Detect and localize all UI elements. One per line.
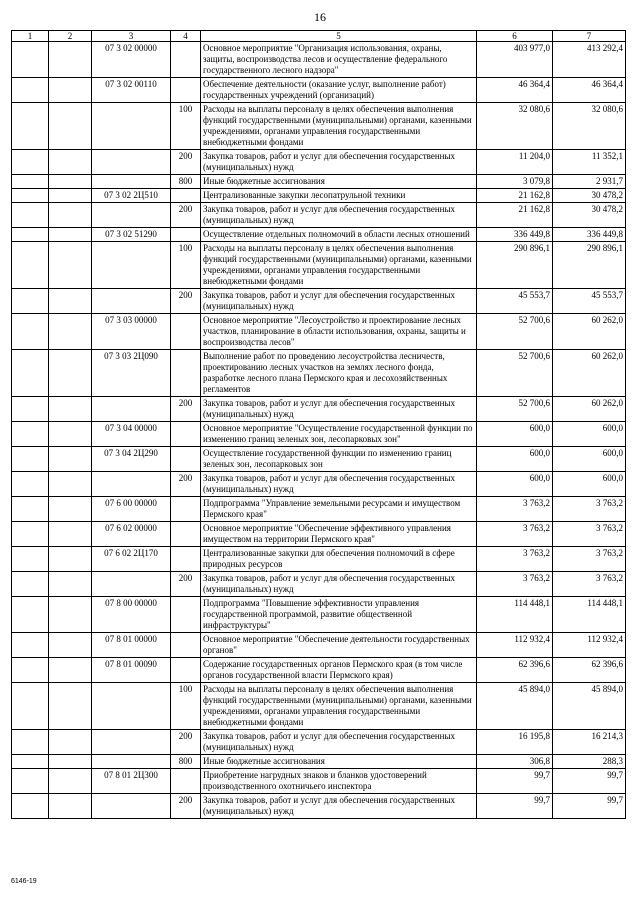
amount-year2-cell: 600,0 [553,447,626,472]
expense-type-cell [171,314,201,350]
cell-col1 [12,228,49,242]
amount-year2-cell: 336 449,8 [553,228,626,242]
table-row [12,730,626,755]
description-cell: Закупка товаров, работ и услуг для обеспечения государственных (муниципальных) нужд [201,572,477,597]
expense-type-cell [171,769,201,794]
cell-col2 [49,175,92,189]
expense-type-cell: 100 [171,103,201,150]
target-code-cell: 07 3 04 2Ц290 [92,447,171,472]
description-cell: Осуществление государственной функции по изменению границ зеленых зон, лесопарковых зон [201,447,477,472]
cell-col2 [49,242,92,289]
cell-col1 [12,42,49,78]
cell-col1 [12,794,49,819]
description-cell: Расходы на выплаты персоналу в целях обеспечения выполнения функций государственными (муниципальными) органами, казенными учреждениями, органами управления государственными внебюджетными фондами [201,683,477,730]
amount-year1-cell: 52 700,6 [477,397,553,422]
target-code-cell: 07 6 02 2Ц170 [92,547,171,572]
amount-year1-cell: 99,7 [477,794,553,819]
description-cell: Закупка товаров, работ и услуг для обеспечения государственных (муниципальных) нужд [201,203,477,228]
expense-type-cell [171,447,201,472]
expense-type-cell: 200 [171,730,201,755]
amount-year2-cell: 32 080,6 [553,103,626,150]
expense-type-cell [171,42,201,78]
amount-year2-cell: 45 894,0 [553,683,626,730]
amount-year2-cell: 3 763,2 [553,497,626,522]
target-code-cell [92,683,171,730]
expense-type-cell: 800 [171,755,201,769]
description-cell: Выполнение работ по проведению лесоустройства лесничеств, проектированию лесных участков на землях лесного фонда, разработке лесного плана Пермского края и лесохозяйственных регламентов [201,350,477,397]
budget-table [11,30,626,819]
expense-type-cell: 200 [171,397,201,422]
description-cell: Централизованные закупки лесопатрульной техники [201,189,477,203]
cell-col1 [12,633,49,658]
table-row [12,755,626,769]
cell-col1 [12,658,49,683]
cell-col1 [12,103,49,150]
amount-year1-cell: 114 448,1 [477,597,553,633]
cell-col2 [49,597,92,633]
expense-type-cell [171,228,201,242]
amount-year2-cell: 2 931,7 [553,175,626,189]
table-row [12,103,626,150]
amount-year1-cell: 52 700,6 [477,314,553,350]
cell-col1 [12,769,49,794]
amount-year1-cell: 336 449,8 [477,228,553,242]
amount-year1-cell: 3 763,2 [477,497,553,522]
amount-year2-cell: 3 763,2 [553,572,626,597]
cell-col2 [49,314,92,350]
amount-year2-cell: 99,7 [553,794,626,819]
cell-col1 [12,730,49,755]
cell-col1 [12,597,49,633]
target-code-cell [92,242,171,289]
table-row [12,203,626,228]
target-code-cell [92,175,171,189]
expense-type-cell [171,497,201,522]
table-row [12,447,626,472]
amount-year2-cell: 99,7 [553,769,626,794]
description-cell: Закупка товаров, работ и услуг для обеспечения государственных (муниципальных) нужд [201,289,477,314]
description-cell: Закупка товаров, работ и услуг для обеспечения государственных (муниципальных) нужд [201,150,477,175]
column-header: 2 [49,31,92,42]
column-header: 6 [477,31,553,42]
description-cell: Подпрограмма "Повышение эффективности управления государственной программой, развитие общественной инфраструктуры" [201,597,477,633]
cell-col2 [49,103,92,150]
expense-type-cell [171,189,201,203]
cell-col2 [49,522,92,547]
amount-year1-cell: 3 763,2 [477,547,553,572]
amount-year1-cell: 21 162,8 [477,203,553,228]
cell-col2 [49,189,92,203]
amount-year1-cell: 52 700,6 [477,350,553,397]
amount-year1-cell: 3 079,8 [477,175,553,189]
amount-year1-cell: 112 932,4 [477,633,553,658]
cell-col1 [12,497,49,522]
amount-year1-cell: 45 553,7 [477,289,553,314]
expense-type-cell [171,422,201,447]
table-row [12,633,626,658]
table-row [12,522,626,547]
cell-col1 [12,397,49,422]
expense-type-cell: 200 [171,472,201,497]
table-row [12,228,626,242]
column-header: 7 [553,31,626,42]
amount-year2-cell: 60 262,0 [553,397,626,422]
cell-col2 [49,755,92,769]
cell-col1 [12,242,49,289]
description-cell: Содержание государственных органов Пермского края (в том числе органов государственной власти Пермского края) [201,658,477,683]
description-cell: Закупка товаров, работ и услуг для обеспечения государственных (муниципальных) нужд [201,472,477,497]
table-row [12,350,626,397]
amount-year2-cell: 30 478,2 [553,203,626,228]
cell-col2 [49,472,92,497]
target-code-cell [92,150,171,175]
amount-year1-cell: 600,0 [477,447,553,472]
amount-year2-cell: 413 292,4 [553,42,626,78]
target-code-cell: 07 3 02 2Ц510 [92,189,171,203]
cell-col2 [49,150,92,175]
cell-col2 [49,794,92,819]
cell-col1 [12,203,49,228]
cell-col1 [12,572,49,597]
expense-type-cell: 200 [171,572,201,597]
table-row [12,150,626,175]
cell-col2 [49,769,92,794]
amount-year1-cell: 11 204,0 [477,150,553,175]
amount-year1-cell: 45 894,0 [477,683,553,730]
table-row [12,289,626,314]
expense-type-cell: 200 [171,794,201,819]
expense-type-cell: 100 [171,683,201,730]
target-code-cell [92,472,171,497]
cell-col2 [49,78,92,103]
amount-year1-cell: 21 162,8 [477,189,553,203]
cell-col1 [12,350,49,397]
amount-year2-cell: 16 214,3 [553,730,626,755]
cell-col2 [49,422,92,447]
expense-type-cell [171,522,201,547]
cell-col2 [49,633,92,658]
amount-year2-cell: 114 448,1 [553,597,626,633]
target-code-cell: 07 3 02 00110 [92,78,171,103]
target-code-cell: 07 8 01 2Ц300 [92,769,171,794]
column-header-row [12,31,626,42]
description-cell: Закупка товаров, работ и услуг для обеспечения государственных (муниципальных) нужд [201,730,477,755]
amount-year2-cell: 600,0 [553,422,626,447]
cell-col1 [12,547,49,572]
amount-year1-cell: 306,8 [477,755,553,769]
amount-year1-cell: 46 364,4 [477,78,553,103]
cell-col2 [49,203,92,228]
expense-type-cell [171,658,201,683]
target-code-cell: 07 3 02 00000 [92,42,171,78]
amount-year2-cell: 46 364,4 [553,78,626,103]
amount-year2-cell: 3 763,2 [553,547,626,572]
description-cell: Закупка товаров, работ и услуг для обеспечения государственных (муниципальных) нужд [201,397,477,422]
table-row [12,472,626,497]
target-code-cell: 07 3 03 2Ц090 [92,350,171,397]
description-cell: Обеспечение деятельности (оказание услуг, выполнение работ) государственных учреждений (организаций) [201,78,477,103]
amount-year1-cell: 3 763,2 [477,522,553,547]
table-row [12,175,626,189]
column-header: 5 [201,31,477,42]
cell-col1 [12,175,49,189]
description-cell: Иные бюджетные ассигнования [201,755,477,769]
expense-type-cell: 200 [171,289,201,314]
description-cell: Основное мероприятие "Осуществление государственной функции по изменению границ зеленых зон, лесопарковых зон" [201,422,477,447]
target-code-cell [92,572,171,597]
amount-year1-cell: 62 396,6 [477,658,553,683]
target-code-cell [92,794,171,819]
target-code-cell: 07 3 04 00000 [92,422,171,447]
amount-year1-cell: 290 896,1 [477,242,553,289]
description-cell: Централизованные закупки для обеспечения полномочий в сфере природных ресурсов [201,547,477,572]
cell-col1 [12,755,49,769]
cell-col2 [49,683,92,730]
description-cell: Расходы на выплаты персоналу в целях обеспечения выполнения функций государственными (муниципальными) органами, казенными учреждениями, органами управления государственными внебюджетными фондами [201,103,477,150]
cell-col1 [12,150,49,175]
expense-type-cell [171,78,201,103]
table-row [12,658,626,683]
description-cell: Закупка товаров, работ и услуг для обеспечения государственных (муниципальных) нужд [201,794,477,819]
table-row [12,683,626,730]
amount-year2-cell: 45 553,7 [553,289,626,314]
description-cell: Осуществление отдельных полномочий в области лесных отношений [201,228,477,242]
target-code-cell: 07 3 02 51290 [92,228,171,242]
description-cell: Иные бюджетные ассигнования [201,175,477,189]
table-row [12,547,626,572]
cell-col1 [12,683,49,730]
column-header: 3 [92,31,171,42]
description-cell: Основное мероприятие "Организация использования, охраны, защиты, воспроизводства лесов и осуществление федерального государственного лесного надзора" [201,42,477,78]
cell-col2 [49,42,92,78]
amount-year2-cell: 30 478,2 [553,189,626,203]
cell-col2 [49,658,92,683]
amount-year2-cell: 60 262,0 [553,350,626,397]
description-cell: Основное мероприятие "Обеспечение деятельности государственных органов" [201,633,477,658]
table-row [12,314,626,350]
table-row [12,42,626,78]
cell-col1 [12,422,49,447]
amount-year1-cell: 32 080,6 [477,103,553,150]
cell-col2 [49,397,92,422]
amount-year2-cell: 3 763,2 [553,522,626,547]
cell-col2 [49,497,92,522]
target-code-cell [92,755,171,769]
expense-type-cell: 200 [171,150,201,175]
amount-year2-cell: 288,3 [553,755,626,769]
description-cell: Приобретение нагрудных знаков и бланков удостоверений производственного охотничьего инспектора [201,769,477,794]
cell-col1 [12,447,49,472]
page-number: 16 [314,10,326,24]
amount-year2-cell: 62 396,6 [553,658,626,683]
cell-col2 [49,447,92,472]
expense-type-cell: 800 [171,175,201,189]
cell-col1 [12,472,49,497]
description-cell: Основное мероприятие "Лесоустройство и проектирование лесных участков, планирование в области использования, охраны, защиты и воспроизводства лесов" [201,314,477,350]
description-cell: Основное мероприятие "Обеспечение эффективного управления имуществом на территории Пермского края" [201,522,477,547]
cell-col1 [12,189,49,203]
amount-year2-cell: 60 262,0 [553,314,626,350]
table-row [12,794,626,819]
cell-col1 [12,78,49,103]
table-row [12,597,626,633]
column-header: 4 [171,31,201,42]
target-code-cell: 07 8 00 00000 [92,597,171,633]
expense-type-cell: 200 [171,203,201,228]
amount-year2-cell: 600,0 [553,472,626,497]
cell-col1 [12,289,49,314]
description-cell: Расходы на выплаты персоналу в целях обеспечения выполнения функций государственными (муниципальными) органами, казенными учреждениями, органами управления государственными внебюджетными фондами [201,242,477,289]
description-cell: Подпрограмма "Управление земельными ресурсами и имуществом Пермского края" [201,497,477,522]
table-row [12,572,626,597]
target-code-cell [92,289,171,314]
target-code-cell [92,730,171,755]
amount-year1-cell: 16 195,8 [477,730,553,755]
table-row [12,189,626,203]
cell-col2 [49,350,92,397]
expense-type-cell [171,350,201,397]
cell-col2 [49,228,92,242]
cell-col2 [49,289,92,314]
amount-year1-cell: 3 763,2 [477,572,553,597]
table-row [12,769,626,794]
column-header: 1 [12,31,49,42]
cell-col2 [49,572,92,597]
amount-year2-cell: 290 896,1 [553,242,626,289]
amount-year1-cell: 600,0 [477,422,553,447]
amount-year1-cell: 600,0 [477,472,553,497]
target-code-cell: 07 6 02 00000 [92,522,171,547]
footer-code: 6146-19 [11,878,37,885]
target-code-cell [92,203,171,228]
cell-col1 [12,522,49,547]
expense-type-cell: 100 [171,242,201,289]
table-row [12,497,626,522]
expense-type-cell [171,633,201,658]
amount-year2-cell: 112 932,4 [553,633,626,658]
table-row [12,422,626,447]
cell-col1 [12,314,49,350]
amount-year2-cell: 11 352,1 [553,150,626,175]
target-code-cell: 07 8 01 00000 [92,633,171,658]
target-code-cell: 07 3 03 00000 [92,314,171,350]
target-code-cell: 07 6 00 00000 [92,497,171,522]
target-code-cell [92,103,171,150]
amount-year1-cell: 403 977,0 [477,42,553,78]
table-row [12,397,626,422]
target-code-cell [92,397,171,422]
target-code-cell: 07 8 01 00090 [92,658,171,683]
table-row [12,242,626,289]
expense-type-cell [171,547,201,572]
table-row [12,78,626,103]
cell-col2 [49,730,92,755]
cell-col2 [49,547,92,572]
expense-type-cell [171,597,201,633]
amount-year1-cell: 99,7 [477,769,553,794]
